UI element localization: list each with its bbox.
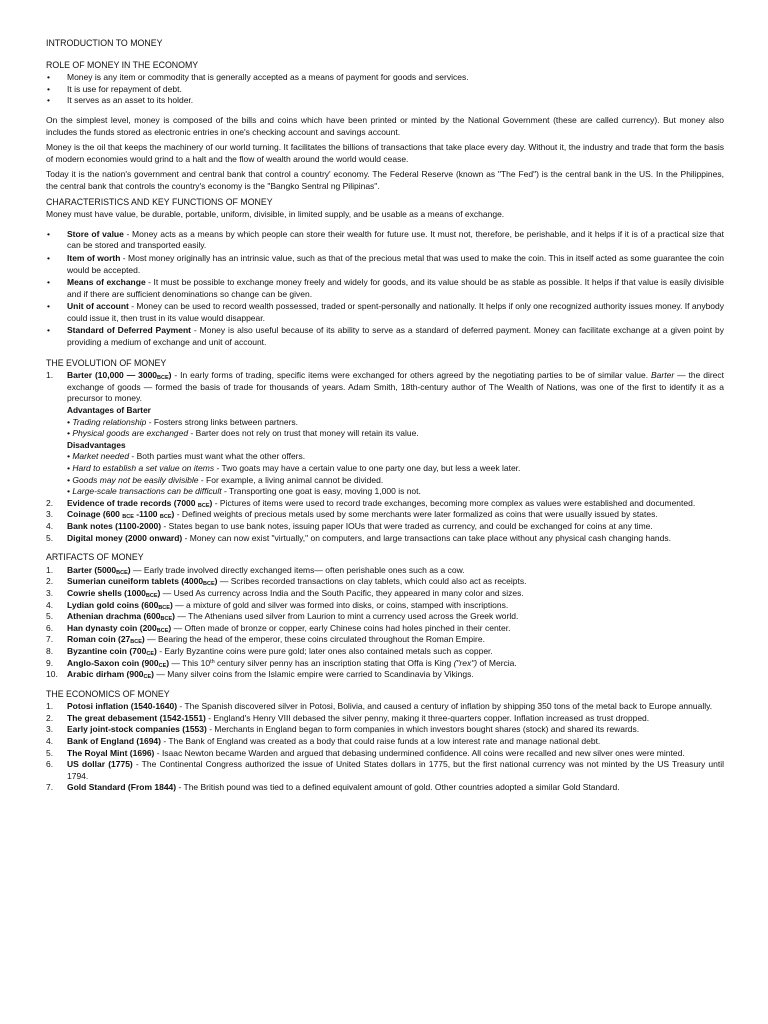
economics-list bbox=[46, 701, 724, 794]
list-item: 6. US dollar (1775) - The Continental Congress authorized the issue of United States dollars in 1775, but the first national currency was not minted by the US Treasury until 1794. bbox=[46, 759, 724, 781]
item-term: Anglo-Saxon coin $(900_{CE})$ bbox=[67, 657, 170, 669]
item-term: Coinage (600 $_{BCE}$ -1100 $_{BCE}$) bbox=[67, 509, 175, 521]
document-title: INTRODUCTION TO MONEY bbox=[46, 38, 163, 48]
item-text: - Defined weights of precious metals used by some merchants were later formalized as coins that were usually issued by states. bbox=[174, 509, 658, 520]
list-item: 2. Sumerian cuneiform tablets $(4000_{BCE})$ — Scribes recorded transactions on clay tablets, which could also act as receipts. bbox=[46, 576, 527, 588]
list-item bbox=[46, 229, 724, 252]
list-item bbox=[46, 301, 724, 324]
characteristics-list bbox=[46, 229, 724, 349]
item-term: Early joint-stock companies (1553) bbox=[67, 724, 207, 735]
disadvantage-item: • Large-scale transactions can be difficult - Transporting one goat is easy, moving 1,000 is not. bbox=[67, 486, 421, 497]
role-paragraph-1: On the simplest level, money is composed of the bills and coins which have been printed or minted by the National Government (these are called currency). But money also includes the funds stored as electronic entries in one's checking account and savings account. bbox=[46, 114, 724, 137]
item-text: - Money can now exist "virtually," on computers, and large transactions can take place without any physical cash changing hands. bbox=[182, 532, 671, 543]
item-text: - States began to use bank notes, issuing paper IOUs that were traded as currency, and could be exchanged for coins at any time. bbox=[161, 520, 653, 531]
list-item: 4. Bank notes (1100-2000) - States began to use bank notes, issuing paper IOUs that were traded as currency, and could be exchanged for coins at any time. bbox=[46, 520, 653, 531]
item-text: - It must be possible to exchange money freely and widely for goods, and its value should be as stable as possible. It helps if that value is easily divisible and if there are sufficient denominations so change can be given. bbox=[67, 277, 724, 299]
item-term: Evidence of trade records (7000 $_{BCE}$) bbox=[67, 497, 213, 509]
item-term: Sumerian cuneiform tablets $(4000_{BCE})$ bbox=[67, 576, 218, 588]
list-item: • It is use for repayment of debt. bbox=[46, 84, 724, 96]
list-item: 5. Digital money (2000 onward) - Money can now exist "virtually," on computers, and large transactions can take place without any physical cash changing hands. bbox=[46, 532, 671, 543]
economics-heading: THE ECONOMICS OF MONEY bbox=[46, 688, 170, 699]
list-item: 5. Athenian drachma $(600_{BCE})$ — The Athenians used silver from Laurion to mint a currency used across the Greek world. bbox=[46, 611, 519, 623]
advantage-item: • Trading relationship - Fosters strong links between partners. bbox=[67, 416, 299, 427]
item-number: 1. bbox=[46, 370, 54, 381]
list-item bbox=[46, 325, 724, 348]
document-page bbox=[46, 38, 724, 794]
list-item: 1. Barter $(5000_{BCE})$ — Early trade involved directly exchanged items— often perishable ones such as a cow. bbox=[46, 564, 465, 576]
list-item: 3. Early joint-stock companies (1553) - Merchants in England began to form companies in which investors bought shares (stock) and shared its rewards. bbox=[46, 724, 640, 735]
evolution-heading: THE EVOLUTION OF MONEY bbox=[46, 357, 167, 368]
item-term: Arabic dirham $(900_{CE})$ bbox=[67, 669, 155, 681]
list-item: 6. Han dynasty coin $(200_{BCE})$ — Often made of bronze or copper, early Chinese coins had holes pinched in their center. bbox=[46, 622, 511, 634]
list-item bbox=[46, 370, 724, 498]
list-item bbox=[46, 253, 724, 276]
role-paragraph-2: Money is the oil that keeps the machinery of our world turning. It facilitates the billions of transactions that take place every day. Without it, the industry and trade that form the basis of modern economies would grind to a halt and the flow of wealth around the world would cease. bbox=[46, 142, 724, 164]
item-term: The great debasement (1542-1551) bbox=[67, 712, 206, 723]
item-term: Bank notes (1100-2000) bbox=[67, 520, 162, 531]
item-term: Bank of England (1694) bbox=[67, 736, 161, 747]
item-term: The Royal Mint (1696) bbox=[67, 747, 155, 758]
disadvantage-item: • Hard to establish a set value on items - Two goats may have a certain value to one party one day, but less a week later. bbox=[67, 463, 521, 473]
item-term: Unit of account bbox=[67, 301, 129, 312]
list-item: 3. Cowrie shells $(1000_{BCE})$ — Used As currency across India and the South Pacific, they appeared in many color and sizes. bbox=[46, 587, 524, 599]
role-bullet-list bbox=[46, 72, 724, 107]
item-term: US dollar (1775) bbox=[67, 759, 133, 770]
advantages-label: Advantages of Barter bbox=[67, 405, 151, 416]
item-term: Gold Standard (From 1844) bbox=[67, 782, 177, 793]
item-term: Digital money (2000 onward) bbox=[67, 532, 183, 543]
item-term: Roman coin $(27_{BCE})$ bbox=[67, 634, 145, 646]
disadvantage-item: • Goods may not be easily divisible - For example, a living animal cannot be divided. bbox=[67, 474, 384, 485]
item-term: Barter $(5000_{BCE})$ bbox=[67, 564, 131, 576]
list-item bbox=[46, 277, 724, 300]
item-text: - Most money originally has an intrinsic value, such as that of the precious metal that was used to make the coin. This in itself acted as some guarantee the coin would be accepted. bbox=[67, 252, 724, 275]
list-item: 3. Coinage (600 $_{BCE}$ -1100 $_{BCE}$) - Defined weights of precious metals used by some merchants were later formalized as coins that were usually issued by states. bbox=[46, 509, 658, 521]
item-text: — the direct exchange of goods — formed the basis of trade for thousands of years. Adam Smith, 18th-century author of The Wealth of Nations, was one of the first to identify it as a precursor to money. bbox=[67, 370, 724, 404]
list-item: 8. Byzantine coin $(700_{CE})$ - Early Byzantine coins were pure gold; later ones also contained metals such as copper. bbox=[46, 645, 493, 657]
list-item: 4. Lydian gold coins $(600_{BCE})$ — a mixture of gold and silver was formed into disks, or coins, stamped with inscriptions. bbox=[46, 599, 509, 611]
characteristics-heading: CHARACTERISTICS AND KEY FUNCTIONS OF MONEY bbox=[46, 196, 273, 207]
item-term: Han dynasty coin $(200_{BCE})$ bbox=[67, 622, 172, 634]
list-item: • Money is any item or commodity that is generally accepted as a means of payment for goods and services. bbox=[46, 72, 724, 84]
list-item: 9. Anglo-Saxon coin $(900_{CE})$ — This 10th century silver penny has an inscription stating that Offa is King ("rex") of Mercia. bbox=[46, 657, 517, 669]
item-text: - In early forms of trading, specific items were exchanged for others agreed by the negotiating parties to be of similar value. bbox=[171, 370, 651, 381]
list-item: 5. The Royal Mint (1696) - Isaac Newton became Warden and argued that debasing undermined confidence. All coins were recalled and new silver ones were minted. bbox=[46, 747, 685, 758]
list-item: 4. Bank of England (1694) - The Bank of England was created as a body that could raise funds at a low interest rate and manage national debt. bbox=[46, 736, 601, 747]
item-term: Cowrie shells $(1000_{BCE})$ bbox=[67, 587, 161, 599]
item-text: - Money can be used to record wealth possessed, traded or spent-personally and nationally. It helps if only one recognized authority issues money. If anybody could issue it, then trust in its value would disappear. bbox=[67, 301, 725, 323]
role-heading: ROLE OF MONEY IN THE ECONOMY bbox=[46, 59, 199, 70]
item-term: Lydian gold coins $(600_{BCE})$ bbox=[67, 599, 173, 611]
evolution-list bbox=[46, 370, 724, 544]
list-item: • It serves as an asset to its holder. bbox=[46, 95, 724, 107]
item-term: Byzantine coin $(700_{CE})$ bbox=[67, 645, 157, 657]
item-term: Standard of Deferred Payment bbox=[67, 325, 191, 336]
list-item: 2. The great debasement (1542-1551) - England's Henry VIII debased the silver penny, making it three-quarters copper. Inflation increased as trust dropped. bbox=[46, 712, 650, 723]
item-term: Potosi inflation (1540-1640) bbox=[67, 701, 178, 712]
item-emphasis: Barter bbox=[651, 370, 675, 381]
list-item: 7. Gold Standard (From 1844) - The British pound was tied to a defined equivalent amount of gold. Other countries adopted a similar Gold Standard. bbox=[46, 782, 620, 793]
list-item: 2. Evidence of trade records (7000 $_{BCE}$) - Pictures of items were used to record trade exchanges, becoming more complex as values were established and documented. bbox=[46, 497, 696, 509]
item-text: - Money acts as a means by which people can store their wealth for future use. It must not, therefore, be perishable, and it helps if it is of a practical size that can be stored and transported easily. bbox=[67, 228, 724, 251]
item-text: - Pictures of items were used to record trade exchanges, becoming more complex as values were established and documented. bbox=[212, 497, 696, 508]
list-item: 10. Arabic dirham $(900_{CE})$ — Many silver coins from the Islamic empire were carried to Scandinavia by Vikings. bbox=[46, 669, 474, 681]
role-paragraph-3: Today it is the nation's government and central bank that control a country' economy. The Federal Reserve (known as "The Fed") is the central bank in the US. In the Philippines, the central bank that controls the country's economy is the "Bangko Sentral ng Pilipinas". bbox=[46, 169, 724, 191]
item-term: Barter (10,000 — $3000_{BCE}$) bbox=[67, 370, 172, 382]
list-item: 7. Roman coin $(27_{BCE})$ — Bearing the head of the emperor, these coins circulated throughout the Roman Empire. bbox=[46, 634, 485, 646]
item-term: Athenian drachma $(600_{BCE})$ bbox=[67, 611, 175, 623]
advantage-item: • Physical goods are exchanged - Barter does not rely on trust that money will retain its value. bbox=[67, 428, 419, 439]
item-term: Means of exchange bbox=[67, 277, 146, 288]
artifacts-heading: ARTIFACTS OF MONEY bbox=[46, 552, 144, 563]
disadvantage-item: • Market needed - Both parties must want what the other offers. bbox=[67, 451, 306, 462]
item-text: - Money is also useful because of its ability to serve as a standard of deferred payment. Money can facilitate exchange at a given point by providing a medium of exchange and unit of account. bbox=[67, 325, 724, 348]
characteristics-intro: Money must have value, be durable, portable, uniform, divisible, in limited supply, and be usable as a means of exchange. bbox=[46, 209, 505, 220]
item-term: Store of value bbox=[67, 228, 124, 239]
artifacts-list bbox=[46, 565, 724, 681]
list-item: 1. Potosi inflation (1540-1640) - The Spanish discovered silver in Potosi, Bolivia, and caused a century of inflation by shipping 350 tons of the metal back to Europe annually. bbox=[46, 701, 713, 712]
item-term: Item of worth bbox=[67, 252, 121, 263]
disadvantages-label: Disadvantages bbox=[67, 439, 126, 450]
